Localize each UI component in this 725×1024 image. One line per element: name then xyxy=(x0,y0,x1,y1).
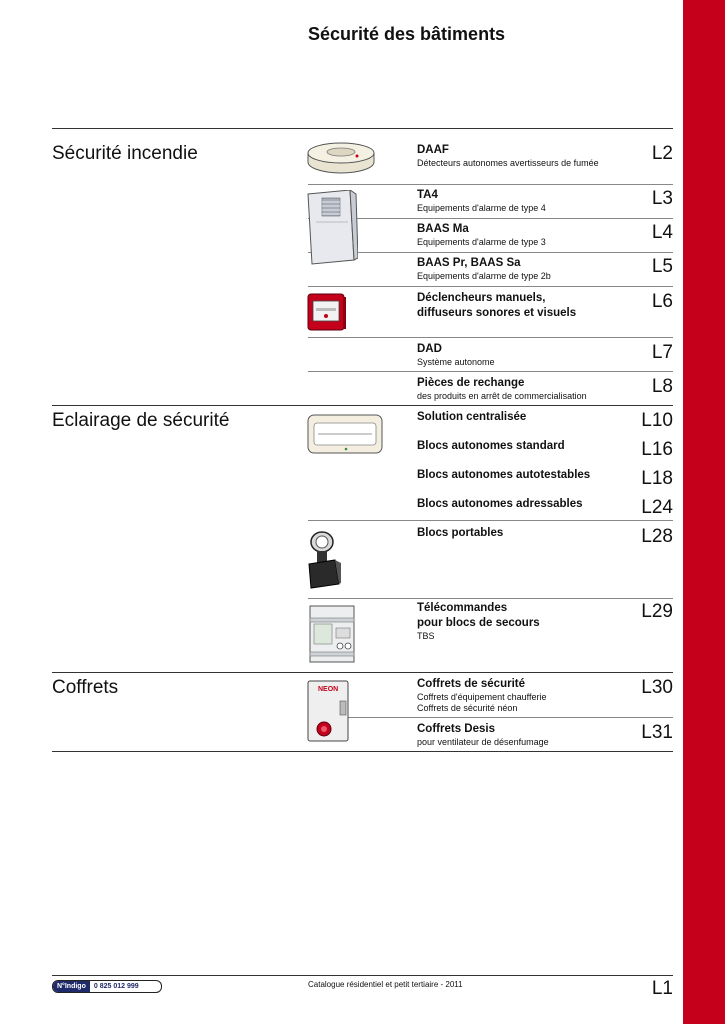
row-divider xyxy=(308,337,673,338)
page-code[interactable]: L31 xyxy=(641,722,673,743)
entry-subtitle: Equipements d'alarme de type 2b xyxy=(417,271,551,281)
indigo-badge[interactable] xyxy=(52,980,162,993)
page-code[interactable]: L6 xyxy=(651,291,673,312)
coffret-image xyxy=(306,679,350,743)
alarm-sounder-image xyxy=(306,190,358,266)
section-title-eclairage: Eclairage de sécurité xyxy=(52,410,230,431)
entry-subtitle: pour ventilateur de désenfumage xyxy=(417,737,549,747)
page-code[interactable]: L29 xyxy=(641,601,673,622)
row-divider xyxy=(308,371,673,372)
entry-pieces[interactable] xyxy=(417,376,637,402)
footer-divider xyxy=(52,975,673,976)
indigo-label: N°Indigo xyxy=(53,981,90,992)
section-title-incendie: Sécurité incendie xyxy=(52,143,198,164)
entry-title: Blocs autonomes standard xyxy=(417,440,565,452)
entry-solution-centralisee[interactable] xyxy=(417,410,637,425)
entry-blocs-adressables[interactable] xyxy=(417,497,637,512)
page-code[interactable]: L2 xyxy=(651,143,673,164)
page-code[interactable]: L30 xyxy=(641,677,673,698)
page-title: Sécurité des bâtiments xyxy=(308,24,506,44)
entry-subtitle-line2: Coffrets de sécurité néon xyxy=(417,703,518,713)
entry-title: Blocs portables xyxy=(417,527,504,539)
entry-baas-pr[interactable] xyxy=(417,256,637,282)
emergency-light-image xyxy=(306,413,384,455)
entry-subtitle: Système autonome xyxy=(417,357,495,367)
page-code[interactable]: L10 xyxy=(641,410,673,431)
entry-blocs-autotestables[interactable] xyxy=(417,468,637,483)
entry-title: DAAF xyxy=(417,144,449,156)
page-code[interactable]: L4 xyxy=(651,222,673,243)
page-number: L1 xyxy=(651,978,673,999)
entry-title: Coffrets de sécurité xyxy=(417,678,526,690)
page-code[interactable]: L5 xyxy=(651,256,673,277)
entry-title: Blocs autonomes autotestables xyxy=(417,469,591,481)
row-divider xyxy=(308,252,673,253)
entry-title: Télécommandes xyxy=(417,602,508,614)
page-code[interactable]: L16 xyxy=(641,439,673,460)
entry-title: Blocs autonomes adressables xyxy=(417,498,583,510)
entry-daaf[interactable] xyxy=(417,143,637,169)
row-divider xyxy=(308,218,673,219)
row-divider xyxy=(308,184,673,185)
entry-title: TA4 xyxy=(417,189,438,201)
smoke-detector-image xyxy=(305,138,377,180)
entry-telecommandes[interactable] xyxy=(417,601,637,642)
entry-subtitle: TBS xyxy=(417,631,435,641)
accent-bar xyxy=(683,0,725,1024)
entry-title-line2: pour blocs de secours xyxy=(417,617,540,629)
section-divider xyxy=(52,405,673,406)
entry-subtitle: Détecteurs autonomes avertisseurs de fumée xyxy=(417,158,599,168)
page-code[interactable]: L24 xyxy=(641,497,673,518)
remote-control-image xyxy=(308,604,358,664)
section-divider xyxy=(52,672,673,673)
entry-dad[interactable] xyxy=(417,342,637,368)
section-title-coffrets: Coffrets xyxy=(52,677,119,698)
entry-declencheurs[interactable] xyxy=(417,291,637,321)
section-divider xyxy=(52,128,673,129)
coffret-label: NEON xyxy=(318,686,339,693)
call-point-image xyxy=(307,293,347,333)
entry-blocs-standard[interactable] xyxy=(417,439,637,454)
entry-coffrets-desis[interactable] xyxy=(417,722,637,748)
entry-subtitle: Equipements d'alarme de type 3 xyxy=(417,237,546,247)
indigo-number: 0 825 012 999 xyxy=(93,983,139,990)
entry-title-line2: diffuseurs sonores et visuels xyxy=(417,307,577,319)
entry-subtitle: Coffrets d'équipement chaufferie xyxy=(417,692,547,702)
entry-title: Déclencheurs manuels, xyxy=(417,292,546,304)
entry-title: DAD xyxy=(417,343,442,355)
entry-coffrets-securite[interactable] xyxy=(417,677,637,714)
page-code[interactable]: L7 xyxy=(651,342,673,363)
row-divider xyxy=(308,598,673,599)
entry-ta4[interactable] xyxy=(417,188,637,214)
entry-title: Coffrets Desis xyxy=(417,723,495,735)
page-code[interactable]: L18 xyxy=(641,468,673,489)
page-code[interactable]: L28 xyxy=(641,526,673,547)
entry-title: Solution centralisée xyxy=(417,411,527,423)
row-divider xyxy=(308,286,673,287)
page-code[interactable]: L3 xyxy=(651,188,673,209)
row-divider xyxy=(308,520,673,521)
catalogue-title: Catalogue résidentiel et petit tertiaire - 2011 xyxy=(308,980,463,989)
entry-subtitle: des produits en arrêt de commercialisation xyxy=(417,391,587,401)
row-divider xyxy=(308,717,673,718)
page-code[interactable]: L8 xyxy=(651,376,673,397)
portable-light-image xyxy=(305,528,343,590)
entry-title: Pièces de rechange xyxy=(417,377,525,389)
section-divider xyxy=(52,751,673,752)
entry-subtitle: Equipements d'alarme de type 4 xyxy=(417,203,546,213)
entry-title: BAAS Pr, BAAS Sa xyxy=(417,257,521,269)
entry-blocs-portables[interactable] xyxy=(417,526,637,541)
entry-baas-ma[interactable] xyxy=(417,222,637,248)
entry-title: BAAS Ma xyxy=(417,223,469,235)
